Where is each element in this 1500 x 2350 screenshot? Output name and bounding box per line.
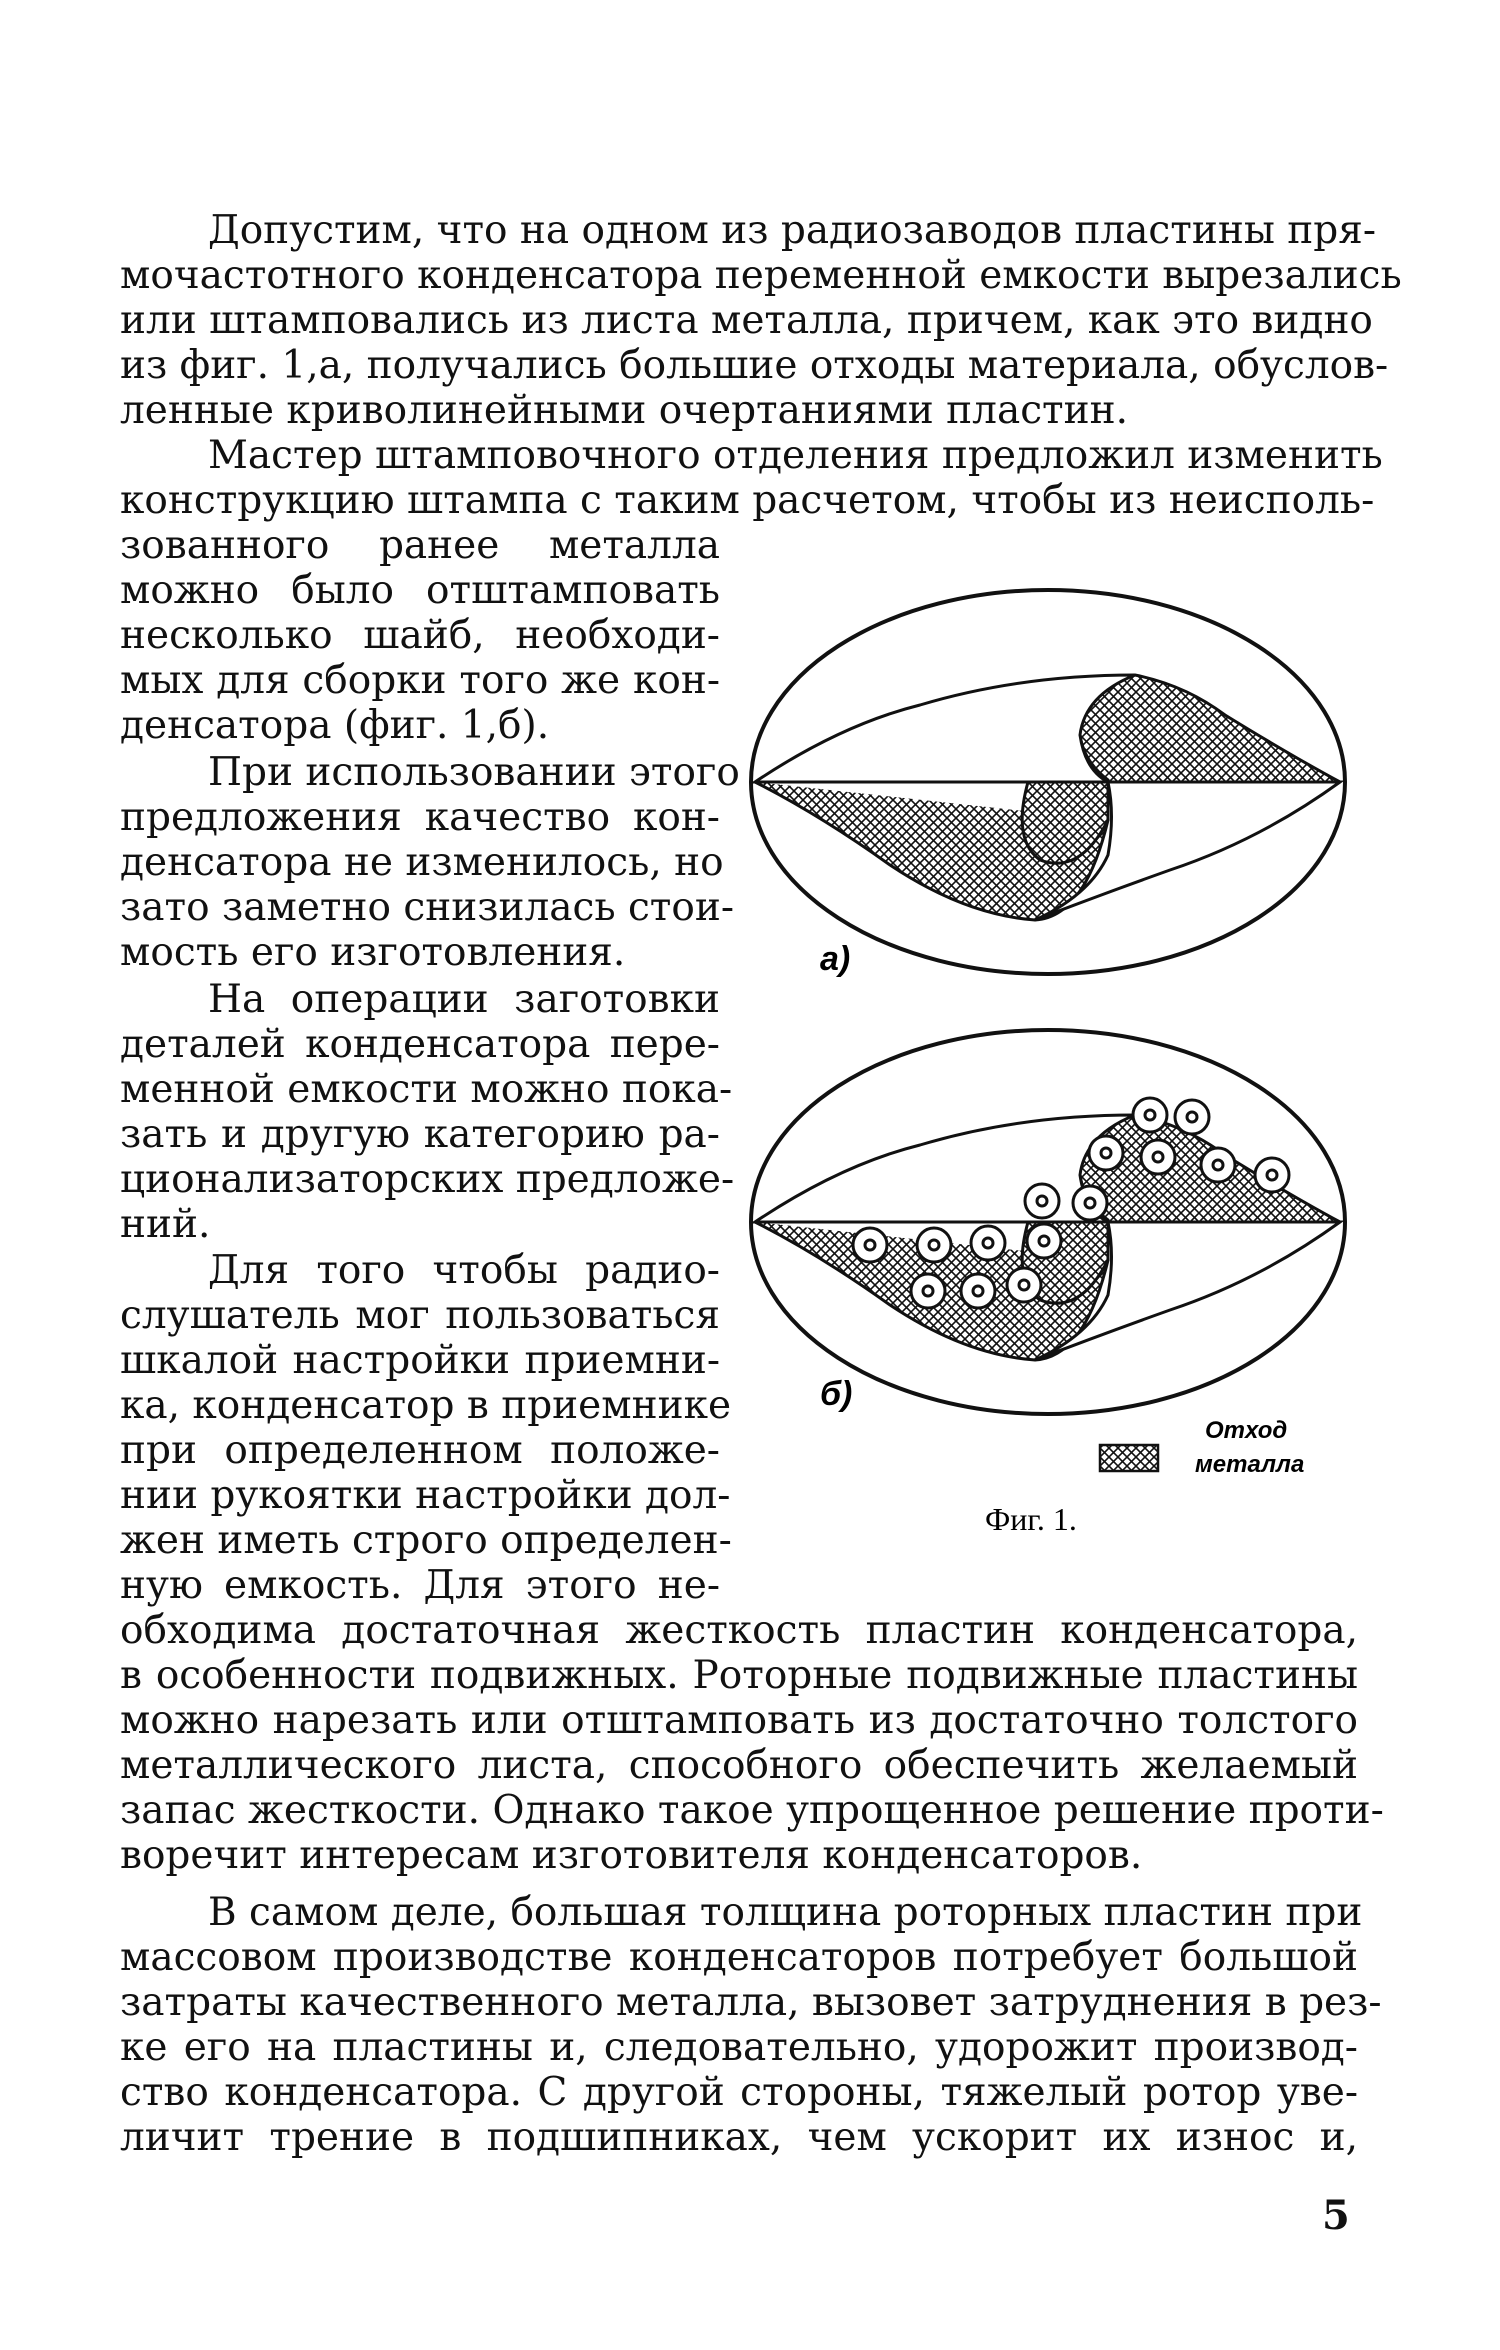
diagram-b xyxy=(751,1030,1345,1414)
text-line: в особенности подвижных. Роторные подвижные пластины xyxy=(120,1653,1358,1698)
legend-label-line1: Отход xyxy=(1205,1417,1288,1444)
text-line: денсатора не изменилось, но xyxy=(120,840,724,885)
figure-caption: Фиг. 1. xyxy=(985,1501,1077,1537)
plate-upper xyxy=(755,675,1135,782)
text-line: ка, конденсатор в приемнике xyxy=(120,1383,732,1428)
text-line: деталей конденсатора пере- xyxy=(120,1022,720,1067)
text-line: личит трение в подшипниках, чем ускорит их износ и, xyxy=(120,2115,1358,2160)
text-line: Для того чтобы радио- xyxy=(208,1248,720,1293)
text-line: нии рукоятки настройки дол- xyxy=(120,1473,731,1518)
text-line: можно нарезать или отштамповать из достаточно толстого xyxy=(120,1698,1358,1743)
text-line: ленные криволинейными очертаниями пластин. xyxy=(120,388,1129,433)
text-line: В самом деле, большая толщина роторных пластин при xyxy=(208,1890,1363,1935)
text-line: На операции заготовки xyxy=(208,977,720,1022)
text-line: ство конденсатора. С другой стороны, тяжелый ротор уве- xyxy=(120,2070,1358,2115)
text-line: при определенном положе- xyxy=(120,1428,720,1473)
text-line: зать и другую категорию ра- xyxy=(120,1112,720,1157)
legend-label-line2: металла xyxy=(1195,1451,1305,1478)
text-line: менной емкости можно пока- xyxy=(120,1067,733,1112)
text-line: массовом производстве конденсаторов потребует большой xyxy=(120,1935,1358,1980)
page-number: 5 xyxy=(1322,2192,1350,2239)
text-line: денсатора (фиг. 1,б). xyxy=(120,703,550,748)
text-line: мых для сборки того же кон- xyxy=(120,658,720,703)
text-line: конструкцию штампа с таким расчетом, чтобы из неисполь- xyxy=(120,478,1375,523)
text-line: ционализаторских предложе- xyxy=(120,1157,735,1202)
text-line: ке его на пластины и, следовательно, удорожит производ- xyxy=(120,2025,1358,2070)
text-line: Мастер штамповочного отделения предложил изменить xyxy=(208,433,1383,478)
text-line: зованного ранее металла xyxy=(120,523,720,568)
text-line: предложения качество кон- xyxy=(120,795,720,840)
text-line: из фиг. 1,а, получались большие отходы материала, обуслов- xyxy=(120,343,1389,388)
text-line: несколько шайб, необходи- xyxy=(120,613,720,658)
diagram-b-label: б) xyxy=(820,1375,853,1413)
diagram-a xyxy=(751,590,1345,978)
text-line: металлического листа, способного обеспечить желаемый xyxy=(120,1743,1358,1788)
text-line: затраты качественного металла, вызовет затруднения в рез- xyxy=(120,1980,1382,2025)
figure-1 xyxy=(740,575,1360,1545)
text-line: обходима достаточная жесткость пластин конденсатора, xyxy=(120,1608,1358,1653)
text-line: мость его изготовления. xyxy=(120,930,626,975)
text-line: воречит интересам изготовителя конденсаторов. xyxy=(120,1833,1143,1878)
text-line: жен иметь строго определен- xyxy=(120,1518,732,1563)
diagram-a-label: а) xyxy=(820,940,851,978)
text-line: Допустим, что на одном из радиозаводов пластины пря- xyxy=(208,208,1377,253)
text-line: слушатель мог пользоваться xyxy=(120,1293,720,1338)
text-line: или штамповались из листа металла, причем, как это видно xyxy=(120,298,1373,343)
text-line: шкалой настройки приемни- xyxy=(120,1338,720,1383)
text-line: мочастотного конденсатора переменной емкости вырезались xyxy=(120,253,1402,298)
text-line: ную емкость. Для этого не- xyxy=(120,1563,720,1608)
text-line: можно было отштамповать xyxy=(120,568,720,613)
text-line: ний. xyxy=(120,1202,211,1247)
text-line: запас жесткости. Однако такое упрощенное решение проти- xyxy=(120,1788,1384,1833)
text-line: При использовании этого xyxy=(208,750,740,795)
legend-swatch xyxy=(1100,1445,1158,1471)
text-line: зато заметно снизилась стои- xyxy=(120,885,735,930)
